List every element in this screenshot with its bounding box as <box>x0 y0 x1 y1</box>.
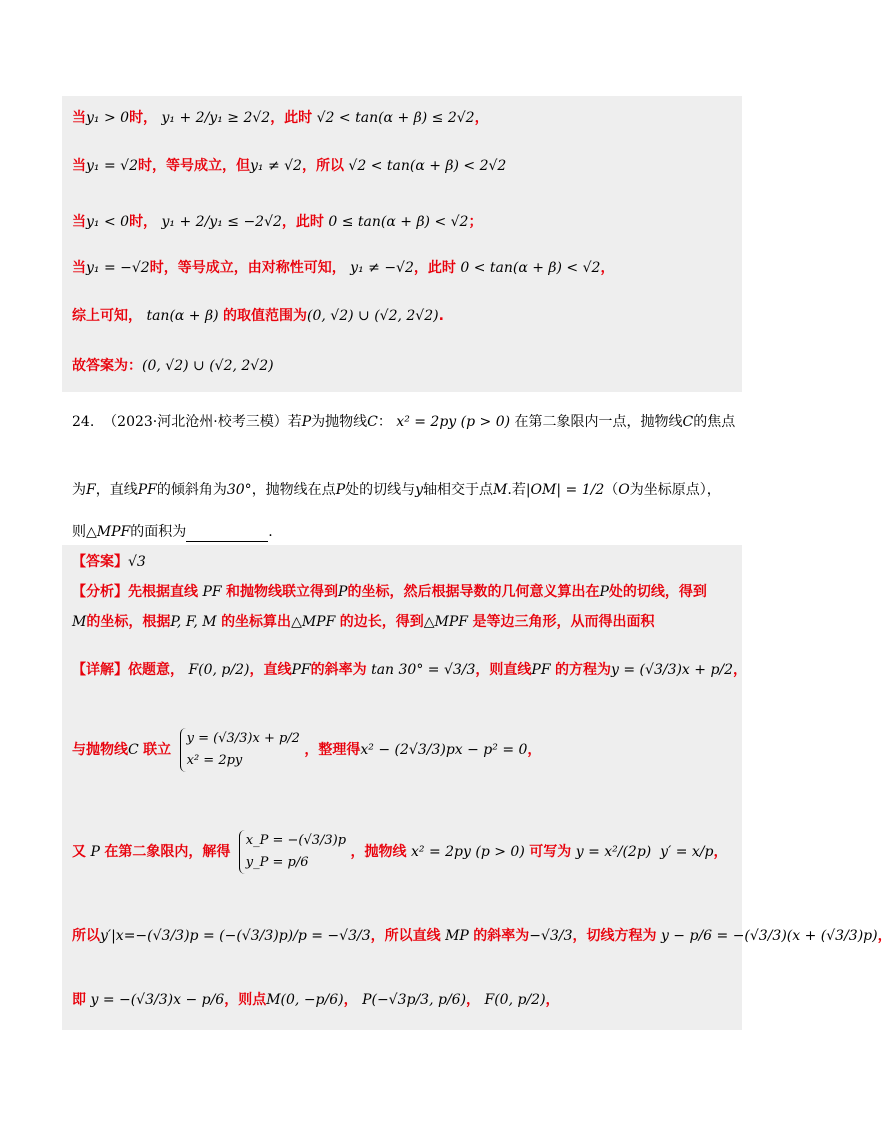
var: M <box>493 482 508 498</box>
text: 轴相交于点 <box>423 482 494 498</box>
text: 时，等号成立，但 <box>137 158 250 174</box>
var: PF <box>137 482 157 498</box>
text: 为抛物线 <box>311 414 368 430</box>
var: y <box>415 482 424 498</box>
math: 0 ≤ tan(α + β) < √2 <box>328 214 469 230</box>
text: 当 <box>72 158 86 174</box>
text: 的斜率为 <box>310 662 367 678</box>
text: 时， <box>129 214 158 230</box>
math: F(0, p/2) <box>484 992 546 1008</box>
answer-blank <box>186 527 268 542</box>
analysis-line-1 <box>72 582 707 602</box>
detail-line-1 <box>72 660 747 680</box>
text: 的面积为 <box>130 524 187 540</box>
text: 与抛物线 <box>72 742 128 758</box>
solution-block-previous <box>62 96 742 392</box>
var: O <box>618 482 630 498</box>
text: 的方程为 <box>555 662 612 678</box>
math: y₁ + 2/y₁ ≤ −2√2 <box>161 214 282 230</box>
question-line-3 <box>72 522 273 542</box>
math: y = (√3/3)x + p/2 <box>186 731 300 746</box>
text: 联立 <box>143 742 172 758</box>
text: 依题意， <box>128 662 184 678</box>
text: ，此时 <box>270 110 313 126</box>
text: ，所以 <box>301 158 344 174</box>
var: F <box>86 482 96 498</box>
text: ， <box>474 110 489 126</box>
var: P <box>338 584 348 600</box>
math: y′ = x/p <box>660 844 714 860</box>
math: 0 < tan(α + β) < √2 <box>460 260 601 276</box>
answer-value: √3 <box>128 554 146 570</box>
text: . <box>268 524 273 540</box>
solution-line-2 <box>72 156 506 176</box>
final-answer-line <box>72 356 274 376</box>
solution-system <box>239 830 346 874</box>
math: −√3/3 <box>529 928 573 944</box>
math: y₁ = √2 <box>86 158 138 174</box>
text: 可写为 <box>529 844 572 860</box>
text: ， <box>527 742 542 758</box>
text: 在第二象限内一点，抛物线 <box>514 414 683 430</box>
detail-line-5 <box>72 990 560 1010</box>
math: y₁ < 0 <box>86 214 130 230</box>
math: √2 < tan(α + β) ≤ 2√2 <box>316 110 475 126</box>
math: y₁ = −√2 <box>86 260 150 276</box>
solution-line-4 <box>72 258 614 278</box>
math: y = −(√3/3)x − p/6 <box>90 992 225 1008</box>
math: y_P = p/6 <box>245 855 309 870</box>
text: .若 <box>507 482 526 498</box>
analysis-line-2 <box>72 612 654 632</box>
text: 和抛物线联立得到 <box>226 584 339 600</box>
math: √2 < tan(α + β) < 2√2 <box>348 158 507 174</box>
text: 当 <box>72 110 86 126</box>
equation-system <box>180 728 300 772</box>
text: ，切线方程为 <box>572 928 657 944</box>
text: 为 <box>72 482 86 498</box>
analysis-label: 【分析】 <box>72 584 128 600</box>
text: 是等边三角形，从而得出面积 <box>472 614 655 630</box>
math: tan 30° = √3/3 <box>371 662 476 678</box>
var: PF <box>202 584 222 600</box>
text: 处的切线，得到 <box>608 584 707 600</box>
text: ， <box>545 992 560 1008</box>
math: P(−√3p/3, p/6) <box>362 992 467 1008</box>
text: 为坐标原点）， <box>629 482 721 498</box>
question-line-1 <box>72 412 735 432</box>
math: M(0, −p/6) <box>266 992 344 1008</box>
text: ， <box>877 928 892 944</box>
var: PF <box>291 662 311 678</box>
text: ， <box>343 992 358 1008</box>
text: . <box>438 308 444 324</box>
detail-label: 【详解】 <box>72 662 128 678</box>
math: y′|x=−(√3/3)p = (−(√3/3)p)/p = −√3/3 <box>100 928 371 944</box>
var: P <box>335 482 346 498</box>
math: y = x²/(2p) <box>575 844 652 860</box>
text: ， <box>466 992 481 1008</box>
text: 的边长，得到 <box>339 614 424 630</box>
text: ，则点 <box>224 992 267 1008</box>
question-line-2 <box>72 480 721 500</box>
var: C <box>128 742 139 758</box>
math: x_P = −(√3/3)p <box>245 833 347 848</box>
text: 的焦点 <box>693 414 736 430</box>
text: 当 <box>72 214 86 230</box>
var: MP <box>445 928 469 944</box>
math: x² − (2√3/3)px − p² = 0 <box>360 742 528 758</box>
math: y₁ > 0 <box>86 110 130 126</box>
math: x² = 2py (p > 0) <box>396 414 511 430</box>
text: ： <box>377 414 392 430</box>
text: ， <box>733 662 748 678</box>
text: ，直线 <box>249 662 292 678</box>
text: ，此时 <box>281 214 324 230</box>
text: ， <box>713 844 728 860</box>
solution-line-1 <box>72 108 489 128</box>
text: 处的切线与 <box>345 482 416 498</box>
text: 的坐标，根据 <box>86 614 171 630</box>
math: y = (√3/3)x + p/2 <box>611 662 734 678</box>
text: ，所以直线 <box>370 928 441 944</box>
text: 时， <box>129 110 158 126</box>
var: P <box>301 414 312 430</box>
math: (0, √2) ∪ (√2, 2√2) <box>142 358 274 374</box>
math: △MPF <box>291 614 336 630</box>
text: 又 <box>72 844 86 860</box>
math: y − p/6 = −(√3/3)(x + (√3/3)p) <box>660 928 878 944</box>
text: 的坐标算出 <box>221 614 292 630</box>
var: P <box>90 844 100 860</box>
math: y₁ ≠ −√2 <box>350 260 414 276</box>
text: ，直线 <box>95 482 138 498</box>
math: |OM| = 1/2 <box>525 482 605 498</box>
math: P, F, M <box>170 614 217 630</box>
math: △MPF <box>423 614 469 630</box>
math: F(0, p/2) <box>188 662 250 678</box>
text: 的取值范围为 <box>223 308 307 324</box>
answer-line <box>72 552 146 572</box>
text: 即 <box>72 992 86 1008</box>
text: （ <box>604 482 619 498</box>
math: tan(α + β) <box>146 308 219 324</box>
var: M <box>72 614 87 630</box>
text: ，此时 <box>413 260 456 276</box>
text: ，抛物线 <box>350 844 407 860</box>
math: y₁ + 2/y₁ ≥ 2√2 <box>161 110 271 126</box>
text: ， <box>600 260 615 276</box>
text: 综上可知， <box>72 308 142 324</box>
math: x² = 2py (p > 0) <box>411 844 525 860</box>
math: 30° <box>226 482 252 498</box>
var: P <box>599 584 609 600</box>
detail-line-3 <box>72 830 727 874</box>
text: 的倾斜角为 <box>156 482 227 498</box>
text: 时，等号成立，由对称性可知， <box>149 260 346 276</box>
text: 则 <box>72 524 86 540</box>
text: ，则直线 <box>475 662 532 678</box>
math: x² = 2py <box>186 753 243 768</box>
math: △MPF <box>86 524 131 540</box>
text: 当 <box>72 260 86 276</box>
question-source: （2023·河北沧州·校考三模）若 <box>103 414 302 430</box>
var: PF <box>531 662 551 678</box>
text: ； <box>468 214 483 230</box>
solution-line-3 <box>72 212 482 232</box>
text: 在第二象限内，解得 <box>104 844 231 860</box>
var: C <box>682 414 694 430</box>
detail-line-2 <box>72 728 541 772</box>
solution-line-5 <box>72 306 444 326</box>
text: 先根据直线 <box>128 584 198 600</box>
question-number: 24. <box>72 414 95 430</box>
math: y₁ ≠ √2 <box>249 158 302 174</box>
text: 的斜率为 <box>473 928 530 944</box>
text: 所以 <box>72 928 100 944</box>
text: ，抛物线在点 <box>251 482 336 498</box>
text: ，整理得 <box>304 742 361 758</box>
var: C <box>367 414 378 430</box>
detail-line-4 <box>72 926 892 946</box>
math: (0, √2) ∪ (√2, 2√2) <box>307 308 439 324</box>
text: 的坐标，然后根据导数的几何意义算出在 <box>347 584 600 600</box>
answer-label: 【答案】 <box>72 554 128 570</box>
text: 故答案为： <box>72 358 142 374</box>
